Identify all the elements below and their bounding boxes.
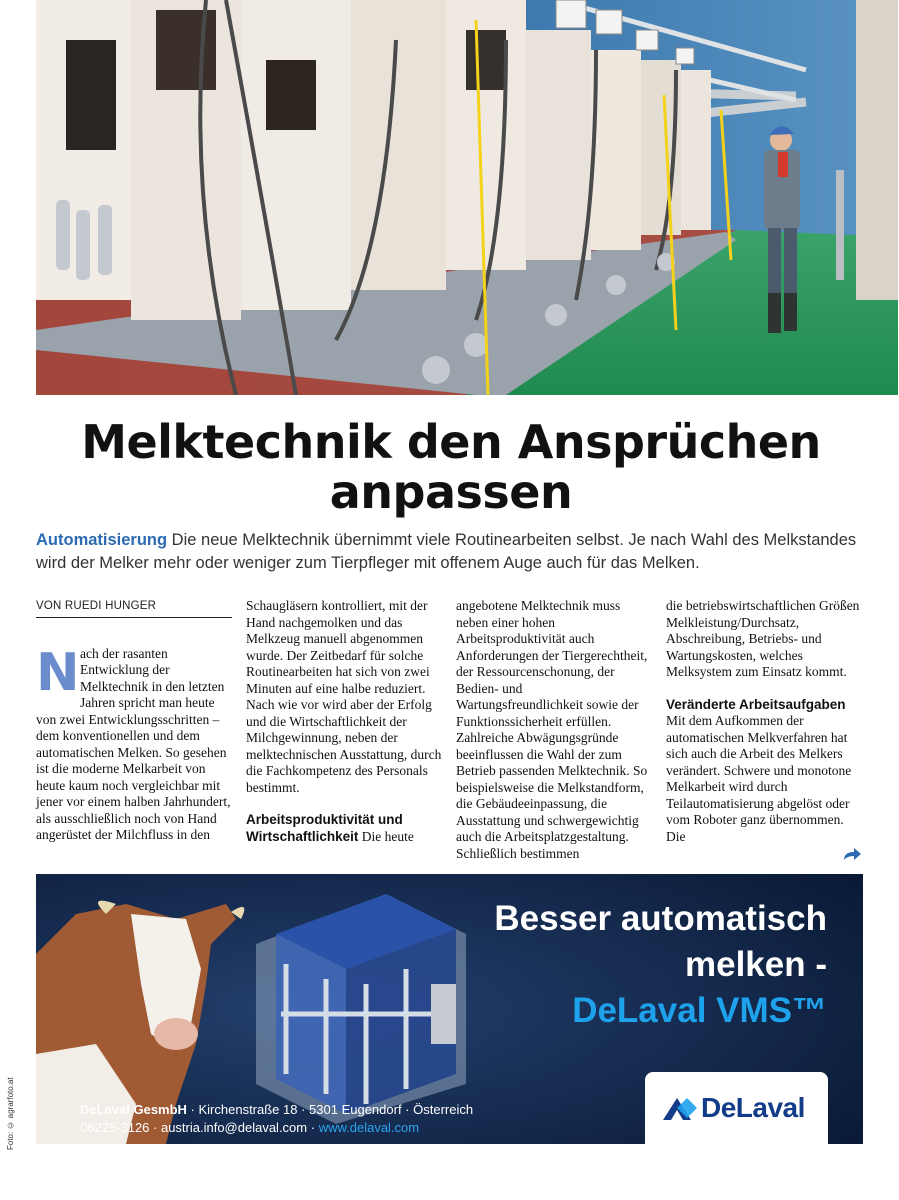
ad-address-line — [80, 1101, 473, 1119]
lead-text: Die neue Melktechnik übernimmt viele Routinearbeiten selbst. Je nach Wahl des Melkstandes wird der Melker mehr oder weniger zum Tierpfleger mit offenem Auge auch für das Melken. — [36, 531, 857, 572]
delaval-logo-icon — [661, 1094, 699, 1124]
section-paragraph-2 — [666, 697, 862, 846]
milking-parlor-photo — [36, 0, 898, 395]
section-paragraph-1 — [246, 812, 442, 845]
column-4-text: die betriebswirtschaftlichen Größen Melkleistung/Durchsatz, Abschreibung, Betriebs- und Wartungskosten, welches Melksystem zum Einsatz kommt. — [666, 598, 860, 679]
delaval-advertisement[interactable] — [36, 874, 863, 1144]
article-column-4 — [666, 598, 862, 845]
ad-address: · Kirchenstraße 18 · 5301 Eugendorf · Österreich — [186, 1102, 474, 1117]
column-1-text: ach der rasanten Entwicklung der Melktechnik in den letzten Jahren spricht man heute von zwei Entwicklungsschritten – dem konventionellen und dem automatischen Melken. So gesehen ist die moderne Melkarbeit von heute kaum noch vergleichbar mit jener vor einem halben Jahrhundert, als ausschließlich noch von Hand angerüstet der Milchfluss in den — [36, 645, 231, 842]
ad-web-separator: · — [307, 1120, 319, 1135]
byline: VON RUEDI HUNGER — [36, 598, 232, 618]
delaval-logo-panel[interactable] — [645, 1072, 828, 1144]
column-2-text: Schaugläsern kontrolliert, mit der Hand nachgemolken und das Melkzeug manuell abgenommen wurde. Der Zeitbedarf für solche Routinearbeiten hat sich von zwei Minuten auf eine halbe reduziert. Nach wie vor wird aber der Erfolg und die Wirtschaftlichkeit der Milchgewinnung, neben der melktechnischen Ausstattung, durch die Fachkompetenz des Personals bestimmt. — [246, 598, 442, 795]
ad-company-name: DeLaval GesmbH — [80, 1102, 187, 1117]
article-column-3 — [456, 598, 652, 862]
ad-website-link[interactable]: www.delaval.com — [318, 1120, 420, 1135]
ad-headline — [494, 896, 827, 1034]
intro-paragraph — [36, 642, 232, 844]
arrow-right-icon[interactable] — [842, 846, 862, 862]
ad-headline-line-1: Besser automatisch — [494, 899, 827, 938]
article-column-1 — [36, 598, 232, 844]
article-lead — [36, 529, 866, 575]
column-2-after-text: Die heute — [358, 828, 414, 844]
column-4-after-text: Mit dem Aufkommen der automatischen Melkverfahren hat sich auch die Arbeit des Melkers verändert. Schwere und monotone Melkarbeit wird durch Teilautomatisierung abgelöst oder vom Roboter ganz übernommen. Die — [666, 713, 852, 844]
ad-headline-line-2: melken - — [685, 945, 827, 984]
ad-contact-line — [80, 1119, 419, 1137]
subheading-tasks: Veränderte Arbeitsaufgaben — [666, 696, 846, 712]
photo-credit: Foto: © agrarfoto.at — [6, 1077, 15, 1150]
delaval-logo-text: DeLaval — [701, 1092, 805, 1123]
ad-product-name: DeLaval VMS™ — [572, 991, 827, 1030]
ad-phone: 06225-3126 — [80, 1120, 150, 1135]
ad-email[interactable]: · austria.info@delaval.com — [149, 1120, 308, 1135]
drop-cap: N — [36, 642, 80, 703]
subheading-productivity: Arbeitsproduktivität und Wirtschaftlichkeit — [246, 812, 403, 844]
lead-keyword: Automatisierung — [36, 531, 168, 549]
article-column-2 — [246, 598, 442, 845]
column-3-text: angebotene Melktechnik muss neben einer hohen Arbeitsproduktivität auch Anforderungen der Tiergerechtheit, der Ressourcenschonung, der Bedien- und Wartungsfreundlichkeit sowie der Funktionssicherheit erfüllen. Zahlreiche Abwägungsgründe beeinflussen die Wahl der zum Betrieb passenden Melktechnik. So beispielsweise die Melkstandform, die Gebäudeeinpassung, die Ausstattung und schwergewichtig auch die Arbeitsplatzgestaltung. Schließlich bestimmen — [456, 598, 648, 861]
article-headline: Melktechnik den Ansprüchen anpassen — [81, 415, 821, 519]
